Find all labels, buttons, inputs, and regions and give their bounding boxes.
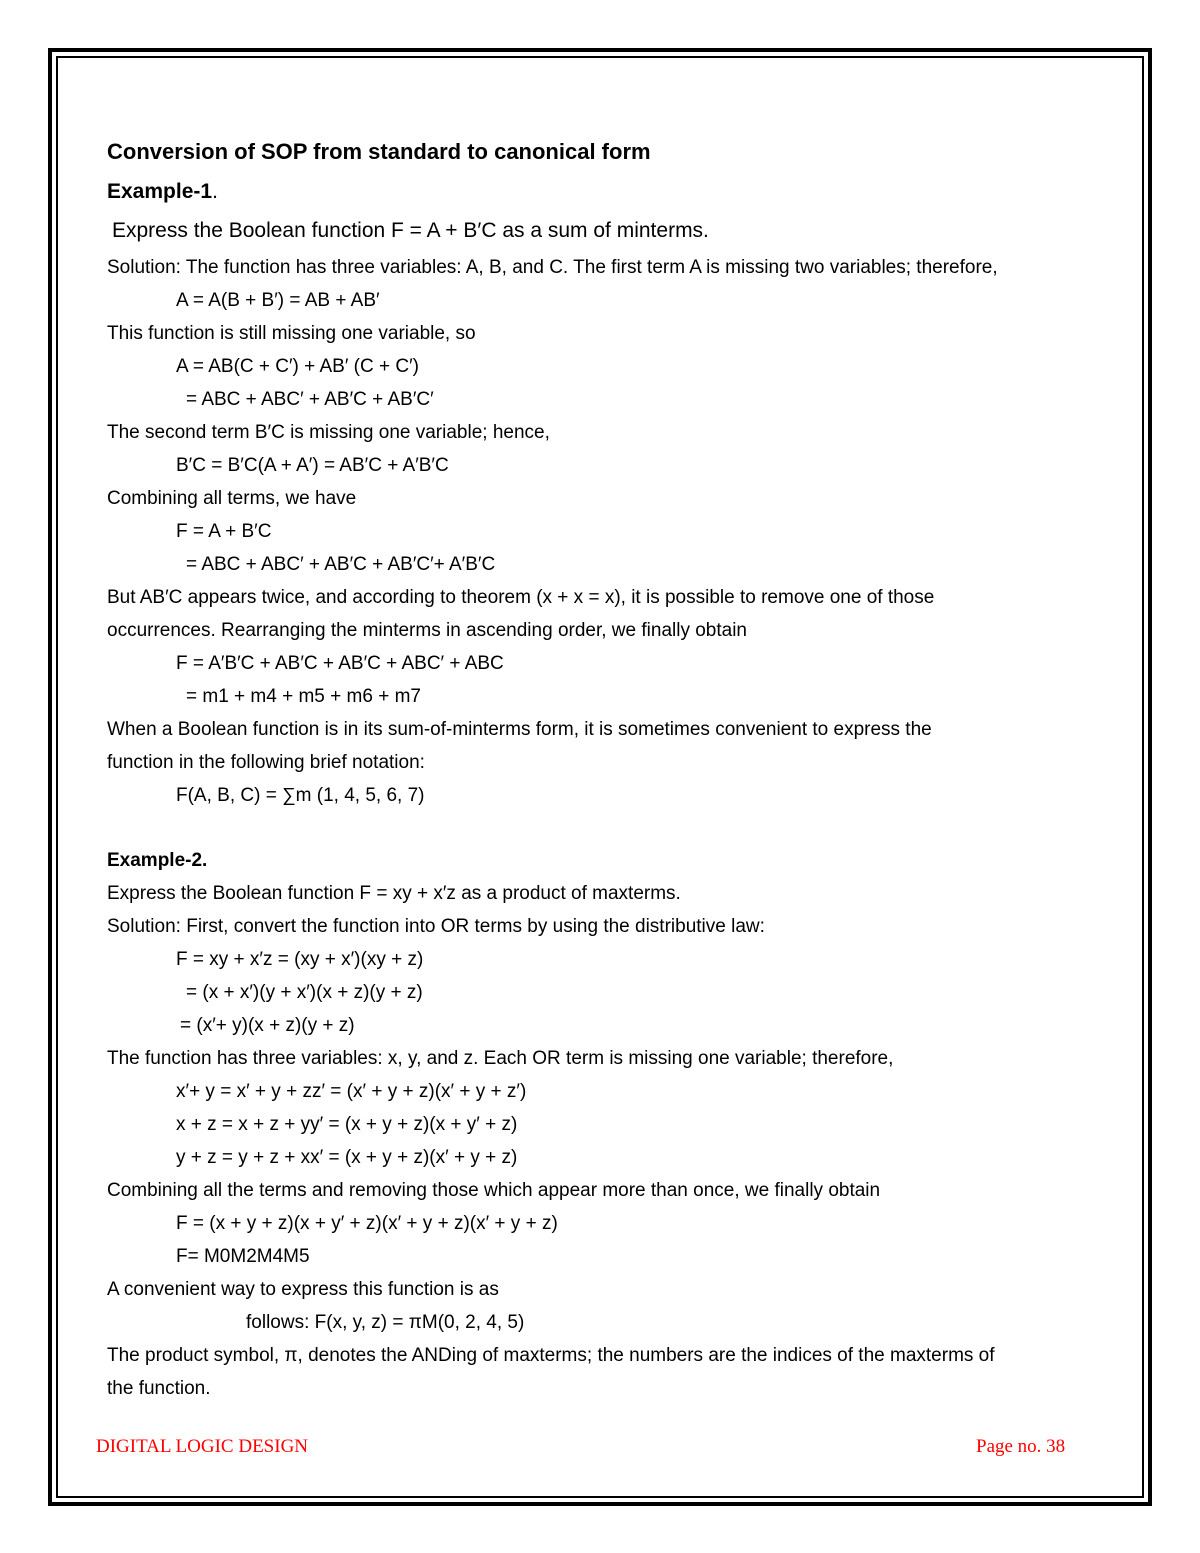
example-2-line: x + z = x + z + yy′ = (x + y + z)(x + y′ + z) <box>176 1114 518 1135</box>
example-1-heading <box>107 181 218 202</box>
example-1-line: When a Boolean function is in its sum-of-minterms form, it is sometimes convenient to express the <box>107 719 932 740</box>
example-1-line: F = A + B′C <box>176 521 272 542</box>
example-2-line: A convenient way to express this function is as <box>107 1279 499 1300</box>
example-2-line: Express the Boolean function F = xy + x′z as a product of maxterms. <box>107 883 681 904</box>
example-2-line: The product symbol, π, denotes the ANDing of maxterms; the numbers are the indices of the maxterms of <box>107 1345 995 1366</box>
example-1-line: = m1 + m4 + m5 + m6 + m7 <box>186 686 421 707</box>
example-1-line: B′C = B′C(A + A′) = AB′C + A′B′C <box>176 455 449 476</box>
footer-page-number: Page no. 38 <box>976 1436 1066 1457</box>
example-1-line: function in the following brief notation: <box>107 752 425 773</box>
example-1-line: F(A, B, C) = ∑m (1, 4, 5, 6, 7) <box>176 785 425 806</box>
example-1-line: The second term B′C is missing one variable; hence, <box>107 422 550 443</box>
example-2-line: follows: F(x, y, z) = πM(0, 2, 4, 5) <box>246 1312 525 1333</box>
example-2-line: = (x + x′)(y + x′)(x + z)(y + z) <box>186 982 423 1003</box>
example-2-line: Combining all the terms and removing those which appear more than once, we finally obtain <box>107 1180 881 1201</box>
example-1-line: = ABC + ABC′ + AB′C + AB′C′+ A′B′C <box>186 554 496 575</box>
example-1-line: Solution: The function has three variables: A, B, and C. The first term A is missing two variables; therefore, <box>107 257 998 278</box>
example-1-line: But AB′C appears twice, and according to theorem (x + x = x), it is possible to remove one of those <box>107 587 935 608</box>
example-2-line: x′+ y = x′ + y + zz′ = (x′ + y + z)(x′ + y + z′) <box>176 1081 527 1102</box>
example-1-line: F = A′B′C + AB′C + AB′C + ABC′ + ABC <box>176 653 504 674</box>
example-2-line: F = xy + x′z = (xy + x′)(xy + z) <box>176 949 424 970</box>
example-1-line: This function is still missing one variable, so <box>107 323 476 344</box>
example-1-line: A = AB(C + C′) + AB′ (C + C′) <box>176 356 419 377</box>
page-title: Conversion of SOP from standard to canonical form <box>107 139 651 164</box>
example-2-line: The function has three variables: x, y, and z. Each OR term is missing one variable; therefore, <box>107 1048 894 1069</box>
footer-course-title: DIGITAL LOGIC DESIGN <box>96 1436 309 1457</box>
example-1-heading-label: Example-1 <box>107 180 213 203</box>
example-2-line: Solution: First, convert the function into OR terms by using the distributive law: <box>107 916 765 937</box>
example-1-line: occurrences. Rearranging the minterms in ascending order, we finally obtain <box>107 620 747 641</box>
example-1-statement: Express the Boolean function F = A + B′C as a sum of minterms. <box>112 219 709 242</box>
example-2-line: y + z = y + z + xx′ = (x + y + z)(x′ + y + z) <box>176 1147 518 1168</box>
example-2-line: F = (x + y + z)(x + y′ + z)(x′ + y + z)(x′ + y + z) <box>176 1213 558 1234</box>
example-2-heading: Example-2. <box>107 850 208 871</box>
example-2-line: F= M0M2M4M5 <box>176 1246 310 1267</box>
example-2-line: = (x′+ y)(x + z)(y + z) <box>180 1015 355 1036</box>
example-1-line: = ABC + ABC′ + AB′C + AB′C′ <box>186 389 434 410</box>
example-1-heading-period: . <box>212 180 218 203</box>
example-2-line: the function. <box>107 1378 211 1399</box>
example-1-line: A = A(B + B′) = AB + AB′ <box>176 290 380 311</box>
example-1-line: Combining all terms, we have <box>107 488 357 509</box>
